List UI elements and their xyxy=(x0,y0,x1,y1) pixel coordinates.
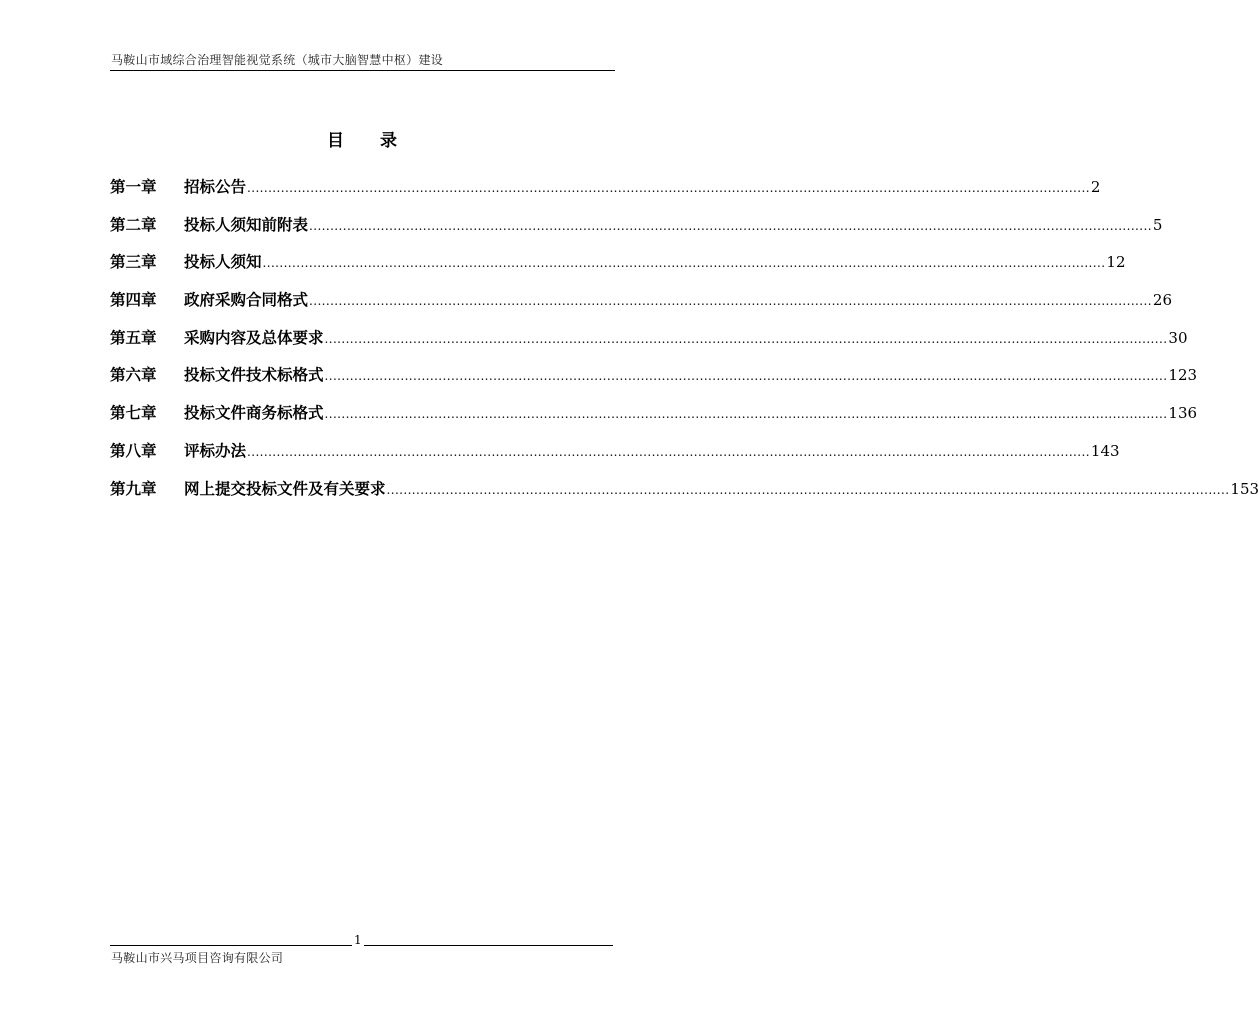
header-divider xyxy=(110,70,615,71)
toc-entry[interactable] xyxy=(110,288,1172,326)
toc-chapter: 第三章 xyxy=(110,252,157,272)
toc-entry[interactable] xyxy=(110,175,1101,213)
toc-chapter: 第六章 xyxy=(110,365,157,385)
toc-chapter: 第九章 xyxy=(110,478,157,498)
toc-leader-dots: ........................................................................................................................................................................................................ xyxy=(324,407,1168,422)
page-header-title: 马鞍山市域综合治理智能视觉系统（城市大脑智慧中枢）建设 xyxy=(111,53,444,67)
toc-entry[interactable] xyxy=(110,401,1198,439)
toc-entry[interactable] xyxy=(110,363,1198,401)
toc-entry-name: 投标文件技术标格式 xyxy=(184,365,324,385)
toc-leader-dots: ........................................................................................................................................................................................................ xyxy=(309,294,1152,309)
toc-page-number: 143 xyxy=(1090,441,1120,460)
toc-entry[interactable] xyxy=(110,477,1259,515)
toc-entry-name: 投标人须知前附表 xyxy=(184,214,309,234)
toc-title-right: 录 xyxy=(380,131,397,151)
toc-page-number: 26 xyxy=(1152,291,1172,310)
toc-entry[interactable] xyxy=(110,326,1188,364)
toc-page-number: 12 xyxy=(1106,253,1126,272)
toc-chapter: 第四章 xyxy=(110,290,157,310)
toc-page-number: 153 xyxy=(1230,479,1259,498)
toc-entry[interactable] xyxy=(110,439,1120,477)
toc-entry-name: 采购内容及总体要求 xyxy=(184,327,324,347)
footer-company-name: 马鞍山市兴马项目咨询有限公司 xyxy=(111,951,284,965)
toc-title-left: 目 xyxy=(327,131,344,151)
toc-entry-name: 网上提交投标文件及有关要求 xyxy=(184,478,386,498)
toc-leader-dots: ........................................................................................................................................................................................................ xyxy=(324,369,1168,384)
toc-leader-dots: ........................................................................................................................................................................................................ xyxy=(262,256,1106,271)
toc-chapter: 第五章 xyxy=(110,327,157,347)
toc-chapter: 第二章 xyxy=(110,214,157,234)
toc-entry-name: 投标文件商务标格式 xyxy=(184,403,324,423)
toc-entry[interactable] xyxy=(110,213,1163,251)
toc-chapter: 第一章 xyxy=(110,177,157,196)
toc-leader-dots: ........................................................................................................................................................................................................ xyxy=(247,444,1090,459)
toc-leader-dots: ........................................................................................................................................................................................................ xyxy=(309,218,1152,233)
toc-leader-dots: ........................................................................................................................................................................................................ xyxy=(386,482,1230,497)
toc-leader-dots: ........................................................................................................................................................................................................ xyxy=(324,331,1168,346)
toc-page-number: 2 xyxy=(1090,178,1101,196)
toc-entry-name: 招标公告 xyxy=(184,177,247,196)
toc-entry-name: 评标办法 xyxy=(184,440,247,460)
toc-entry[interactable] xyxy=(110,250,1126,288)
toc-page-number: 136 xyxy=(1168,404,1198,423)
toc-leader-dots: ........................................................................................................................................................................................................ xyxy=(247,181,1090,195)
toc-entry-name: 政府采购合同格式 xyxy=(184,290,309,310)
footer-page-number: 1 xyxy=(354,933,362,947)
toc-chapter: 第八章 xyxy=(110,440,157,460)
toc-entry-name: 投标人须知 xyxy=(184,252,262,272)
toc-chapter: 第七章 xyxy=(110,403,157,423)
toc-title xyxy=(0,126,724,151)
toc-page-number: 5 xyxy=(1152,215,1163,234)
toc-page-number: 123 xyxy=(1168,366,1198,385)
toc-page-number: 30 xyxy=(1168,328,1188,347)
toc-list xyxy=(110,175,1259,514)
